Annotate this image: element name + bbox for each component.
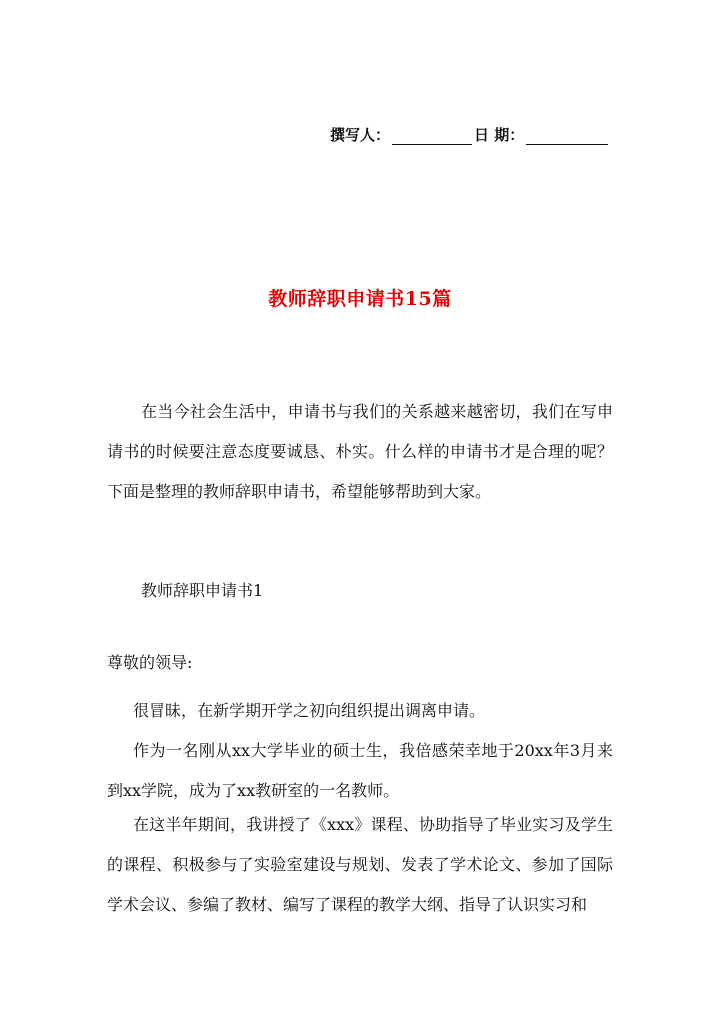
author-date-line	[330, 124, 620, 145]
date-label: 日 期：	[474, 126, 525, 144]
document-title: 教师辞职申请书15篇	[268, 288, 452, 310]
date-blank	[526, 130, 608, 145]
author-blank	[392, 130, 472, 145]
intro-paragraph: 在当今社会生活中，申请书与我们的关系越来越密切，我们在写申请书的时候要注意态度要诚恳、朴实。什么样的申请书才是合理的呢？下面是整理的教师辞职申请书，希望能够帮助到大家。	[107, 402, 613, 501]
body-paragraph: 很冒昧，在新学期开学之初向组织提出调离申请。	[133, 701, 486, 720]
section-heading: 教师辞职申请书1	[141, 581, 264, 600]
salutation: 尊敬的领导:	[107, 653, 193, 672]
body-paragraph: 作为一名刚从xx大学毕业的硕士生，我倍感荣幸地于20xx年3月来到xx学院，成为了xx教研室的一名教师。	[107, 741, 613, 800]
author-label: 撰写人：	[330, 126, 391, 144]
body-paragraph: 在这半年期间，我讲授了《xxx》课程、协助指导了毕业实习及学生的课程、积极参与了实验室建设与规划、发表了学术论文、参加了国际学术会议、参编了教材、编写了课程的教学大纲、指导了认识实习和	[107, 815, 613, 914]
